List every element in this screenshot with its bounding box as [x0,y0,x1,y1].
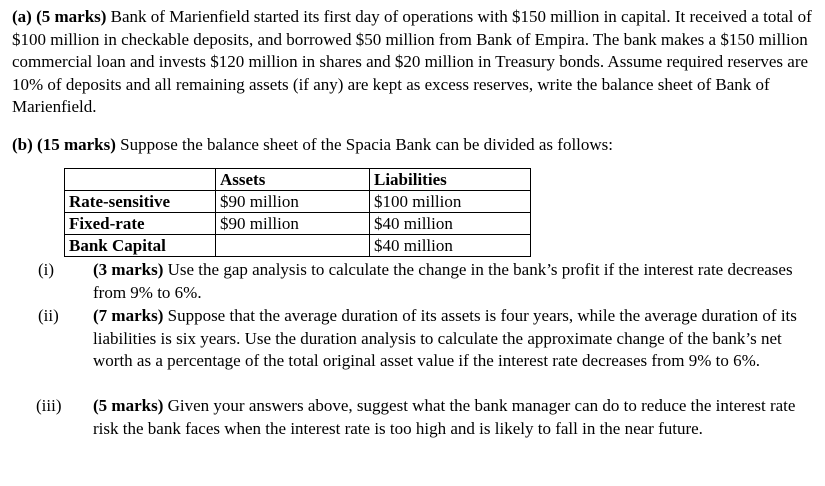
table-corner-cell [65,169,216,191]
liabilities-cell: $40 million [370,235,531,257]
question-i [12,259,817,304]
question-number: (ii) [38,306,59,325]
question-number: (iii) [36,396,62,415]
table-row [65,235,531,257]
part-a-paragraph [12,6,817,119]
part-a-text: Bank of Marienfield started its first day of operations with $150 million in capital. It received a total of $100 million in checkable deposits, and borrowed $50 million from Bank of Empira. The bank makes a $150 million commercial loan and invests $120 million in shares and $20 million in Treasury bonds. Assume required reserves are 10% of deposits and all remaining assets (if any) are kept as excess reserves, write the balance sheet of Bank of Marienfield. [12,7,812,117]
liabilities-cell: $40 million [370,213,531,235]
part-b-paragraph [12,134,817,157]
liabilities-cell: $100 million [370,191,531,213]
question-iii [12,395,817,440]
row-label: Bank Capital [65,235,216,257]
table-row [65,191,531,213]
part-a-label: (a) (5 marks) [12,7,107,26]
question-text: Use the gap analysis to calculate the change in the bank’s profit if the interest rate decreases from 9% to 6%. [93,260,793,302]
balance-sheet-table [64,168,531,257]
question-text: Suppose that the average duration of its assets is four years, while the average duration of its liabilities is six years. Use the duration analysis to calculate the approximate change of the bank’s net worth as a percentage of the total original asset value if the interest rate decreases from 9% to 6%. [93,306,797,371]
question-text: Given your answers above, suggest what the bank manager can do to reduce the interest rate risk the bank faces when the interest rate is too high and is likely to fall in the near future. [93,396,796,438]
question-body [93,259,817,304]
assets-cell [216,235,370,257]
row-label: Fixed-rate [65,213,216,235]
question-marks: (5 marks) [93,396,164,415]
part-b-label: (b) (15 marks) [12,135,116,154]
question-marks: (3 marks) [93,260,164,279]
assets-cell: $90 million [216,191,370,213]
table-row [65,213,531,235]
question-body [93,395,817,440]
question-body [93,305,817,373]
liabilities-header: Liabilities [370,169,531,191]
question-number: (i) [38,260,55,279]
row-label: Rate-sensitive [65,191,216,213]
assets-cell: $90 million [216,213,370,235]
part-b-text: Suppose the balance sheet of the Spacia Bank can be divided as follows: [115,135,613,154]
question-ii [12,305,817,373]
table-header-row [65,169,531,191]
question-marks: (7 marks) [93,306,164,325]
assets-header: Assets [216,169,370,191]
